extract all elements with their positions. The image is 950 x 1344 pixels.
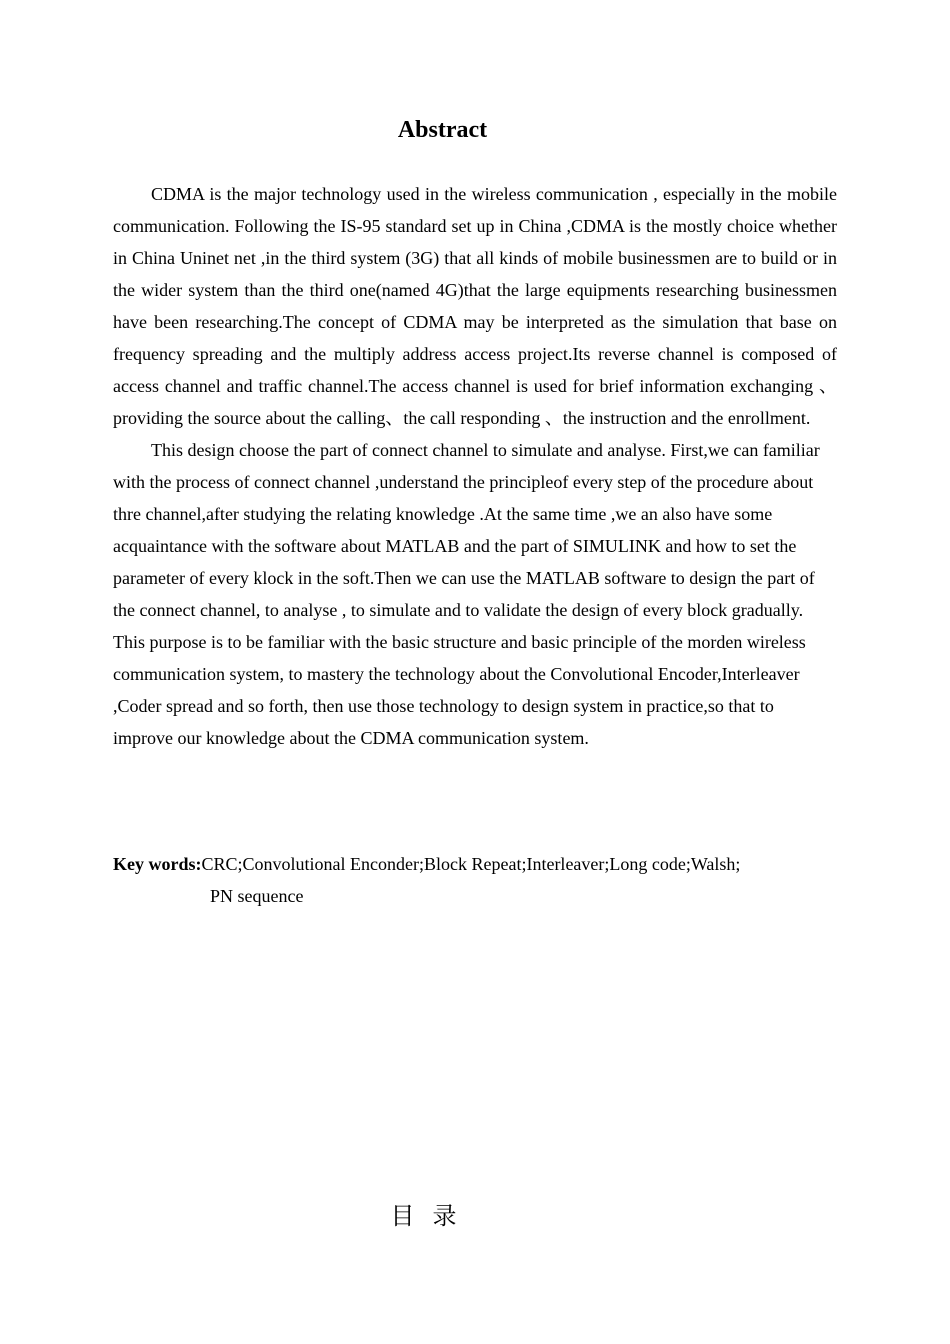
abstract-body	[113, 178, 837, 754]
keywords-list: CRC;Convolutional Enconder;Block Repeat;Interleaver;Long code;Walsh;	[201, 854, 741, 874]
table-of-contents-title: 目录	[390, 1202, 475, 1230]
keywords-block	[113, 848, 837, 912]
keywords-line-2: PN sequence	[210, 886, 304, 906]
abstract-paragraph-2: This design choose the part of connect channel to simulate and analyse. First,we can familiar with the process of connect channel ,understand the principleof every step of the procedure about thre channel,after studying the relating knowledge .At the same time ,we an also have some acquaintance with the software about MATLAB and the part of SIMULINK and how to set the parameter of every klock in the soft.Then we can use the MATLAB software to design the part of the connect channel, to analyse , to simulate and to validate the design of every block gradually. This purpose is to be familiar with the basic structure and basic principle of the morden wireless communication system, to mastery the technology about the Convolutional Encoder,Interleaver ,Coder spread and so forth, then use those technology to design system in practice,so that to improve our knowledge about the CDMA communication system.	[113, 440, 820, 748]
keywords-label: Key words:	[113, 854, 202, 874]
abstract-title: Abstract	[397, 117, 488, 143]
abstract-paragraph-1: CDMA is the major technology used in the wireless communication , especially in the mobile communication. Following the IS-95 standard set up in China ,CDMA is the mostly choice whether in China Uninet net ,in the third system (3G) that all kinds of mobile businessmen are to build or in the wider system than the third one(named 4G)that the large equipments researching businessmen have been researching.The concept of CDMA may be interpreted as the simulation that base on frequency spreading and the multiply address access project.Its reverse channel is composed of access channel and traffic channel.The access channel is used for brief information exchanging 、providing the source about the calling、the call responding 、the instruction and the enrollment.	[113, 184, 837, 428]
keywords-line-1	[113, 848, 837, 880]
